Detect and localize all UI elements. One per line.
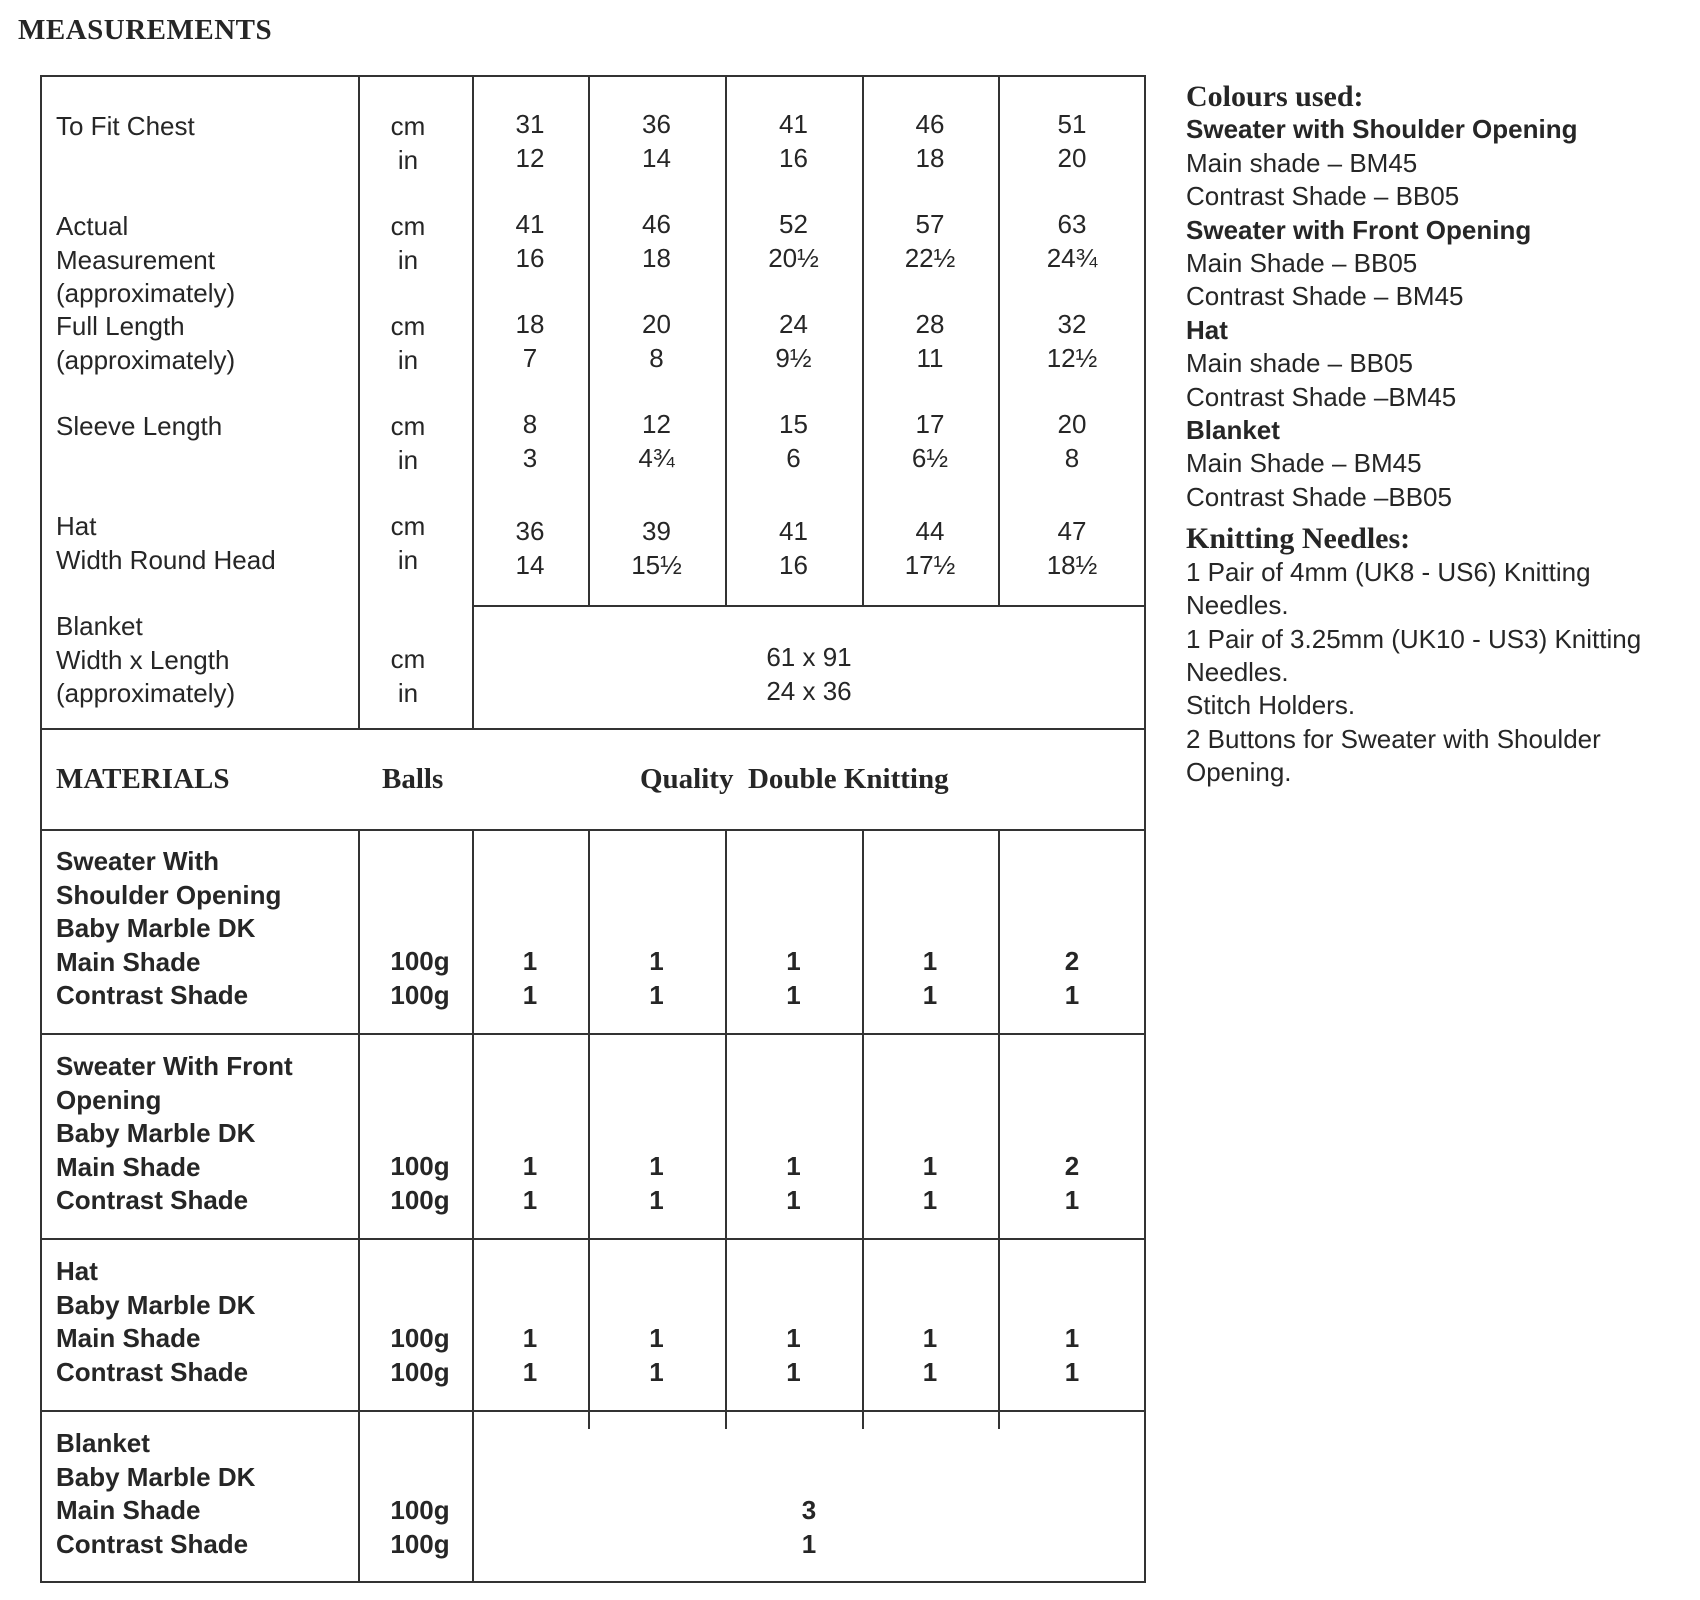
- row-divider: [40, 1238, 1146, 1240]
- materials-label: Blanket Baby Marble DK Main Shade Contrast Shade: [56, 1428, 256, 1559]
- blanket-size-value: 61 x 91 24 x 36: [766, 642, 852, 706]
- colour-line: Main shade – BM45: [1186, 147, 1418, 178]
- size-cell: 46 18: [915, 109, 945, 173]
- row-label: Blanket Width x Length (approximately): [56, 611, 236, 708]
- size-cell: 44 17½: [904, 516, 956, 580]
- materials-heading: MATERIALS: [56, 763, 230, 795]
- ball-count: 1 1: [922, 1323, 938, 1387]
- size-cell: 41 16: [779, 109, 808, 173]
- needles-line: Needles.: [1186, 656, 1289, 687]
- materials-label: Hat Baby Marble DK Main Shade Contrast Shade: [56, 1256, 256, 1387]
- colour-line: Main Shade – BB05: [1186, 248, 1418, 279]
- balls-weight: 100g 100g: [390, 1323, 450, 1387]
- ball-count: 1 1: [922, 946, 938, 1010]
- ball-count: 1 1: [649, 946, 664, 1010]
- size-cell: 17 6½: [911, 409, 949, 473]
- row-units: cm in: [390, 111, 426, 175]
- row-units: cm in: [390, 211, 426, 275]
- balls-weight: 100g 100g: [390, 946, 450, 1010]
- needles-line: Needles.: [1186, 590, 1289, 621]
- size-cell: 12 4¾: [638, 409, 675, 473]
- row-label: Full Length (approximately): [56, 311, 236, 375]
- colour-line: Contrast Shade –BB05: [1186, 481, 1452, 512]
- ball-count: 1 1: [1064, 1323, 1080, 1387]
- colour-line: Contrast Shade – BM45: [1186, 281, 1464, 312]
- size-cell: 8 3: [522, 409, 538, 473]
- size-cell: 15 6: [779, 409, 808, 473]
- ball-count: 1 1: [522, 1151, 538, 1215]
- needles-line: 1 Pair of 3.25mm (UK10 - US3) Knitting: [1186, 623, 1642, 654]
- balls-heading: Balls: [382, 763, 444, 795]
- size-cell: 52 20½: [768, 209, 819, 273]
- ball-count: 2 1: [1064, 1151, 1080, 1215]
- colour-line: Main shade – BB05: [1186, 348, 1413, 379]
- column-divider: [358, 829, 360, 1583]
- colour-group-name: Sweater with Shoulder Opening: [1186, 114, 1578, 145]
- ball-count: 1 1: [786, 1323, 801, 1387]
- size-cell: 20 8: [642, 309, 671, 373]
- row-units: cm in: [390, 511, 426, 575]
- needles-line: Stitch Holders.: [1186, 690, 1356, 721]
- ball-count: 1 1: [522, 946, 538, 1010]
- size-cell: 20 8: [1057, 409, 1087, 473]
- size-cell: 46 18: [642, 209, 671, 273]
- size-cell: 47 18½: [1046, 516, 1098, 580]
- ball-count: 1 1: [649, 1323, 664, 1387]
- size-cell: 63 24¾: [1046, 209, 1098, 273]
- size-cell: 28 11: [915, 309, 945, 373]
- size-cell: 51 20: [1057, 109, 1087, 173]
- ball-count: 2 1: [1064, 946, 1080, 1010]
- colours-heading: Colours used:: [1186, 80, 1364, 113]
- ball-count: 1 1: [922, 1151, 938, 1215]
- measurements-materials-table: [40, 75, 1146, 1583]
- size-cell: 18 7: [515, 309, 545, 373]
- colours-and-needles: [1186, 80, 1686, 790]
- size-cell: 36 14: [515, 516, 545, 580]
- materials-label: Sweater With Front Opening Baby Marble DK Main Shade Contrast Shade: [56, 1051, 293, 1215]
- colour-group-name: Sweater with Front Opening: [1186, 214, 1532, 245]
- colour-group-name: Blanket: [1186, 415, 1280, 446]
- needles-heading: Knitting Needles:: [1186, 522, 1411, 556]
- colour-line: Contrast Shade –BM45: [1186, 381, 1457, 412]
- size-cell: 41 16: [779, 516, 808, 580]
- row-label: To Fit Chest: [56, 111, 195, 141]
- needles-line: 2 Buttons for Sweater with Shoulder: [1186, 723, 1601, 754]
- row-units: cm in: [390, 311, 426, 375]
- ball-count: 3 1: [801, 1495, 817, 1559]
- row-label: Sleeve Length: [56, 411, 223, 441]
- ball-count: 1 1: [786, 946, 801, 1010]
- colour-line: Contrast Shade – BB05: [1186, 181, 1460, 212]
- size-cell: 57 22½: [904, 209, 956, 273]
- needles-line: Opening.: [1186, 757, 1292, 788]
- size-cell: 32 12½: [1046, 309, 1098, 373]
- row-units: cm in: [390, 644, 426, 708]
- colour-group-name: Hat: [1186, 314, 1228, 345]
- size-cell: 24 9½: [775, 309, 812, 373]
- ball-count: 1 1: [786, 1151, 801, 1215]
- size-cell: 36 14: [642, 109, 671, 173]
- row-divider: [40, 1033, 1146, 1035]
- measurements-table: [40, 75, 1146, 729]
- size-cell: 41 16: [515, 209, 545, 273]
- row-divider: [40, 1410, 1146, 1412]
- row-label: Actual Measurement (approximately): [56, 211, 236, 308]
- balls-weight: 100g 100g: [390, 1495, 450, 1559]
- page-title: MEASUREMENTS: [18, 14, 273, 46]
- ball-count: 1 1: [522, 1323, 538, 1387]
- row-divider: [472, 605, 1146, 607]
- colour-line: Main Shade – BM45: [1186, 448, 1422, 479]
- row-label: Hat Width Round Head: [56, 511, 276, 575]
- row-units: cm in: [390, 411, 426, 475]
- quality-heading: Quality Double Knitting: [640, 763, 949, 795]
- materials-label: Sweater With Shoulder Opening Baby Marble DK Main Shade Contrast Shade: [56, 846, 282, 1010]
- ball-count: 1 1: [649, 1151, 664, 1215]
- size-cell: 31 12: [515, 109, 545, 173]
- balls-weight: 100g 100g: [390, 1151, 450, 1215]
- needles-line: 1 Pair of 4mm (UK8 - US6) Knitting: [1186, 556, 1591, 587]
- size-cell: 39 15½: [631, 516, 682, 580]
